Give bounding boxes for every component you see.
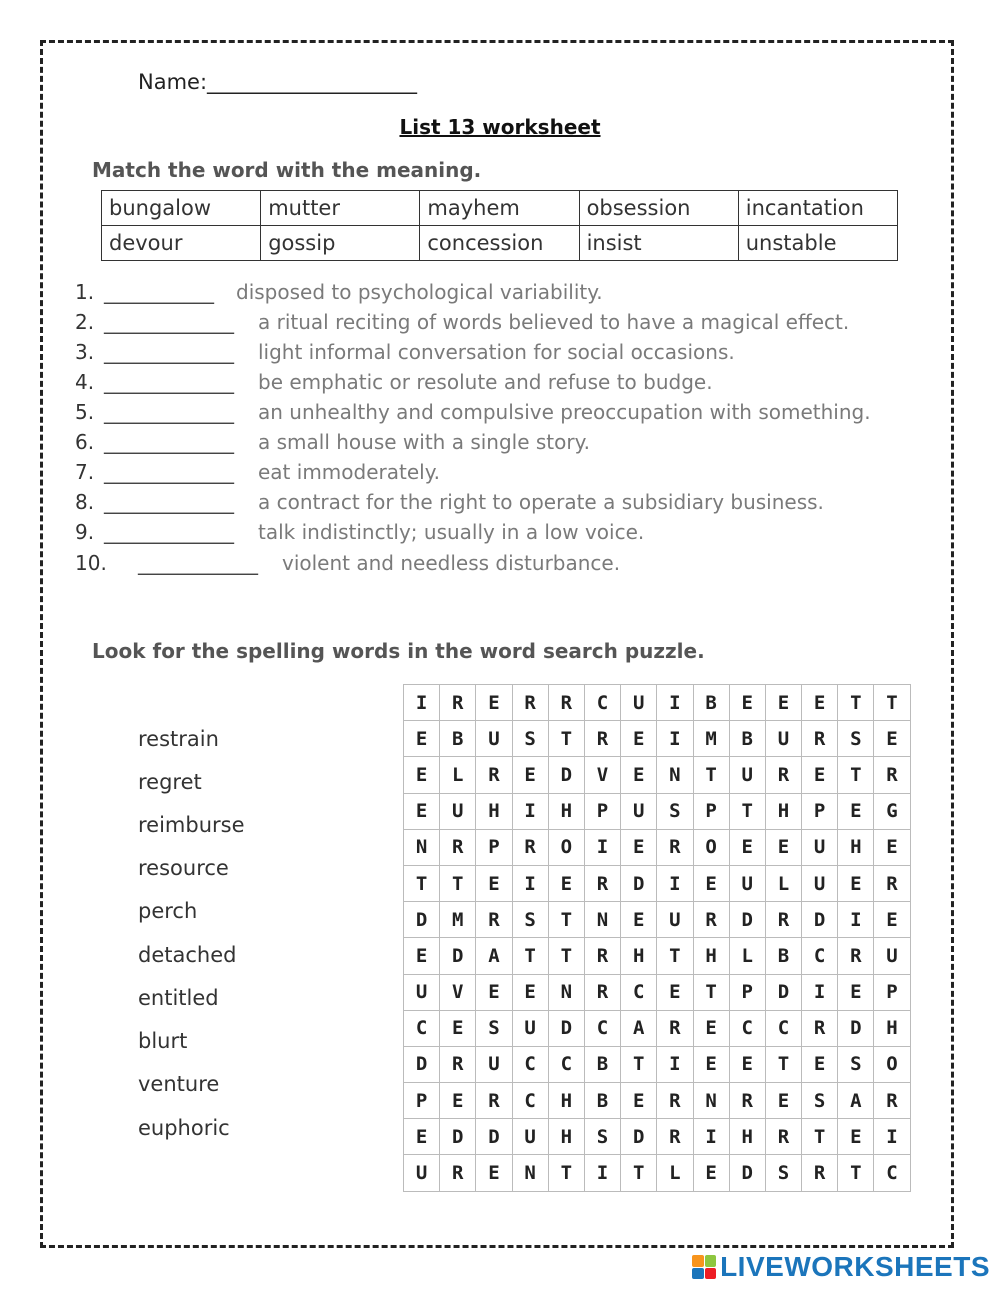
grid-letter-cell[interactable]: N [404, 830, 440, 866]
grid-letter-cell[interactable]: R [838, 938, 874, 974]
grid-letter-cell[interactable]: E [621, 830, 657, 866]
grid-letter-cell[interactable]: R [585, 975, 621, 1011]
grid-letter-cell[interactable]: S [476, 1011, 512, 1047]
grid-letter-cell[interactable]: H [874, 1011, 910, 1047]
grid-letter-cell[interactable]: T [694, 757, 730, 793]
grid-letter-cell[interactable]: S [838, 1047, 874, 1083]
grid-letter-cell[interactable]: R [874, 1083, 910, 1119]
grid-letter-cell[interactable]: E [766, 830, 802, 866]
definition-text: a ritual reciting of words believed to have a magical effect. [258, 310, 850, 334]
grid-letter-cell[interactable]: U [730, 866, 766, 902]
grid-letter-cell[interactable]: R [476, 757, 512, 793]
grid-letter-cell[interactable]: L [657, 1155, 693, 1191]
word-bank-cell: bungalow [102, 191, 261, 226]
grid-letter-cell[interactable]: V [585, 757, 621, 793]
grid-letter-cell[interactable]: S [513, 721, 549, 757]
answer-blank[interactable]: _____________ [104, 340, 234, 364]
grid-letter-cell[interactable]: R [766, 1119, 802, 1155]
grid-letter-cell[interactable]: U [476, 1047, 512, 1083]
grid-letter-cell[interactable]: T [694, 975, 730, 1011]
grid-letter-cell[interactable]: E [621, 721, 657, 757]
definition-number: 2. [75, 310, 95, 334]
grid-letter-cell[interactable]: P [802, 794, 838, 830]
grid-letter-cell[interactable]: T [549, 721, 585, 757]
grid-letter-cell[interactable]: C [404, 1011, 440, 1047]
word-bank-row [102, 191, 898, 226]
grid-letter-cell[interactable]: E [838, 866, 874, 902]
grid-letter-cell[interactable]: R [585, 938, 621, 974]
grid-letter-cell[interactable]: T [838, 1155, 874, 1191]
grid-letter-cell[interactable]: S [513, 902, 549, 938]
grid-letter-cell[interactable]: O [874, 1047, 910, 1083]
definition-text: eat immoderately. [258, 460, 441, 484]
grid-letter-cell[interactable]: R [730, 1083, 766, 1119]
grid-letter-cell[interactable]: L [730, 938, 766, 974]
spelling-word: blurt [138, 1029, 188, 1053]
grid-letter-cell[interactable]: E [404, 794, 440, 830]
grid-letter-cell[interactable]: E [874, 830, 910, 866]
grid-letter-cell[interactable]: C [621, 975, 657, 1011]
grid-letter-cell[interactable]: E [802, 757, 838, 793]
grid-letter-cell[interactable]: R [874, 866, 910, 902]
definition-text: an unhealthy and compulsive preoccupation with something. [258, 400, 871, 424]
grid-letter-cell[interactable]: D [440, 938, 476, 974]
grid-letter-cell[interactable]: R [513, 830, 549, 866]
grid-letter-cell[interactable]: D [549, 757, 585, 793]
grid-letter-cell[interactable]: R [802, 1155, 838, 1191]
grid-letter-cell[interactable]: D [730, 1155, 766, 1191]
grid-letter-cell[interactable]: I [657, 685, 693, 721]
grid-letter-cell[interactable]: I [694, 1119, 730, 1155]
grid-letter-cell[interactable]: P [585, 794, 621, 830]
grid-letter-cell[interactable]: N [657, 757, 693, 793]
grid-letter-cell[interactable]: S [766, 1155, 802, 1191]
grid-letter-cell[interactable]: E [404, 757, 440, 793]
grid-letter-cell[interactable]: L [766, 866, 802, 902]
grid-letter-cell[interactable]: E [838, 1119, 874, 1155]
word-bank-cell: mutter [261, 191, 420, 226]
grid-letter-cell[interactable]: G [874, 794, 910, 830]
grid-letter-cell[interactable]: E [874, 721, 910, 757]
grid-letter-cell[interactable]: D [621, 866, 657, 902]
answer-blank[interactable]: ___________ [104, 280, 214, 304]
grid-letter-cell[interactable]: E [838, 975, 874, 1011]
grid-letter-cell[interactable]: I [404, 685, 440, 721]
grid-letter-cell[interactable]: U [513, 1119, 549, 1155]
word-search-grid[interactable] [403, 684, 911, 1192]
grid-letter-cell[interactable]: H [766, 794, 802, 830]
grid-letter-cell[interactable]: R [874, 757, 910, 793]
grid-letter-cell[interactable]: I [585, 830, 621, 866]
grid-letter-cell[interactable]: I [513, 794, 549, 830]
grid-letter-cell[interactable]: E [476, 975, 512, 1011]
grid-letter-cell[interactable]: D [404, 1047, 440, 1083]
grid-letter-cell[interactable]: A [476, 938, 512, 974]
name-field-label: Name:____________________ [138, 70, 418, 94]
grid-letter-cell[interactable]: E [404, 721, 440, 757]
grid-letter-cell[interactable]: C [874, 1155, 910, 1191]
grid-letter-cell[interactable]: D [730, 902, 766, 938]
grid-letter-cell[interactable]: H [730, 1119, 766, 1155]
grid-letter-cell[interactable]: E [694, 1047, 730, 1083]
grid-letter-cell[interactable]: D [802, 902, 838, 938]
brand-text: LIVEWORKSHEETS [720, 1251, 990, 1282]
grid-letter-cell[interactable]: N [585, 902, 621, 938]
grid-letter-cell[interactable]: V [440, 975, 476, 1011]
grid-letter-cell[interactable]: R [440, 830, 476, 866]
grid-letter-cell[interactable]: C [513, 1047, 549, 1083]
grid-letter-cell[interactable]: U [440, 794, 476, 830]
grid-letter-cell[interactable]: B [694, 685, 730, 721]
definition-number: 7. [75, 460, 95, 484]
grid-letter-cell[interactable]: I [657, 721, 693, 757]
grid-letter-cell[interactable]: T [440, 866, 476, 902]
grid-letter-cell[interactable]: T [549, 938, 585, 974]
grid-letter-cell[interactable]: E [513, 757, 549, 793]
logo-square [692, 1255, 704, 1267]
grid-letter-cell[interactable]: N [694, 1083, 730, 1119]
grid-letter-cell[interactable]: B [766, 938, 802, 974]
grid-letter-cell[interactable]: R [766, 757, 802, 793]
spelling-word: entitled [138, 986, 219, 1010]
grid-letter-cell[interactable]: U [621, 685, 657, 721]
grid-letter-cell[interactable]: P [694, 794, 730, 830]
grid-letter-cell[interactable]: C [802, 938, 838, 974]
match-instruction: Match the word with the meaning. [92, 158, 482, 182]
definition-number: 5. [75, 400, 95, 424]
grid-letter-cell[interactable]: E [730, 830, 766, 866]
grid-letter-cell[interactable]: R [476, 902, 512, 938]
grid-letter-cell[interactable]: E [730, 1047, 766, 1083]
grid-letter-cell[interactable]: R [802, 1011, 838, 1047]
grid-letter-cell[interactable]: T [657, 938, 693, 974]
grid-letter-cell[interactable]: E [621, 757, 657, 793]
grid-letter-cell[interactable]: P [730, 975, 766, 1011]
grid-letter-cell[interactable]: O [549, 830, 585, 866]
grid-letter-cell[interactable]: C [585, 685, 621, 721]
grid-letter-cell[interactable]: D [549, 1011, 585, 1047]
grid-letter-cell[interactable]: E [513, 975, 549, 1011]
definition-number: 1. [75, 280, 95, 304]
grid-letter-cell[interactable]: R [585, 721, 621, 757]
grid-letter-cell[interactable]: E [657, 975, 693, 1011]
grid-letter-cell[interactable]: U [657, 902, 693, 938]
spelling-word: venture [138, 1072, 220, 1096]
grid-letter-cell[interactable]: U [874, 938, 910, 974]
grid-letter-cell[interactable]: S [585, 1119, 621, 1155]
spelling-word: perch [138, 899, 198, 923]
answer-blank[interactable]: _____________ [104, 520, 234, 544]
grid-letter-cell[interactable]: E [838, 794, 874, 830]
grid-letter-cell[interactable]: R [657, 830, 693, 866]
grid-letter-cell[interactable]: S [838, 721, 874, 757]
word-bank-cell: mayhem [420, 191, 579, 226]
logo-square [705, 1268, 717, 1280]
grid-letter-cell[interactable]: H [549, 1083, 585, 1119]
answer-blank[interactable]: _____________ [104, 460, 234, 484]
grid-letter-cell[interactable]: L [440, 757, 476, 793]
grid-letter-cell[interactable]: E [621, 1083, 657, 1119]
grid-letter-cell[interactable]: E [694, 1155, 730, 1191]
word-bank-cell: unstable [738, 226, 897, 261]
grid-letter-cell[interactable]: U [802, 830, 838, 866]
definition-number: 9. [75, 520, 95, 544]
grid-letter-cell[interactable]: T [730, 794, 766, 830]
grid-letter-cell[interactable]: D [766, 975, 802, 1011]
grid-letter-cell[interactable]: U [802, 866, 838, 902]
grid-letter-cell[interactable]: M [440, 902, 476, 938]
grid-letter-cell[interactable]: R [802, 721, 838, 757]
logo-square [705, 1255, 717, 1267]
grid-letter-cell[interactable]: C [766, 1011, 802, 1047]
logo-square [692, 1268, 704, 1280]
grid-letter-cell[interactable]: E [802, 1047, 838, 1083]
definition-text: a small house with a single story. [258, 430, 590, 454]
grid-letter-cell[interactable]: H [838, 830, 874, 866]
word-bank-cell: insist [579, 226, 738, 261]
answer-blank[interactable]: _____________ [104, 370, 234, 394]
grid-letter-cell[interactable]: R [585, 866, 621, 902]
word-bank-cell: concession [420, 226, 579, 261]
grid-letter-cell[interactable]: I [838, 902, 874, 938]
grid-letter-cell[interactable]: B [730, 721, 766, 757]
spelling-word: resource [138, 856, 229, 880]
grid-letter-cell[interactable]: T [874, 685, 910, 721]
grid-letter-cell[interactable]: T [404, 866, 440, 902]
word-bank-table [101, 190, 898, 261]
spelling-word: reimburse [138, 813, 245, 837]
grid-letter-cell[interactable]: U [404, 975, 440, 1011]
grid-letter-cell[interactable]: N [513, 1155, 549, 1191]
grid-letter-cell[interactable]: B [585, 1047, 621, 1083]
grid-letter-cell[interactable]: I [513, 866, 549, 902]
definition-number: 3. [75, 340, 95, 364]
grid-letter-cell[interactable]: C [585, 1011, 621, 1047]
grid-letter-cell[interactable]: I [657, 866, 693, 902]
definition-text: talk indistinctly; usually in a low voice. [258, 520, 645, 544]
grid-letter-cell[interactable]: A [838, 1083, 874, 1119]
spelling-word: detached [138, 943, 237, 967]
grid-letter-cell[interactable]: E [694, 1011, 730, 1047]
grid-letter-cell[interactable]: E [476, 866, 512, 902]
grid-letter-cell[interactable]: O [694, 830, 730, 866]
definition-text: disposed to psychological variability. [236, 280, 603, 304]
grid-letter-cell[interactable]: S [657, 794, 693, 830]
grid-letter-cell[interactable]: H [694, 938, 730, 974]
grid-letter-cell[interactable]: R [657, 1083, 693, 1119]
grid-letter-cell[interactable]: R [440, 685, 476, 721]
definition-text: violent and needless disturbance. [282, 551, 621, 575]
definition-text: a contract for the right to operate a subsidiary business. [258, 490, 824, 514]
word-bank-cell: obsession [579, 191, 738, 226]
word-bank-row [102, 226, 898, 261]
word-bank-cell: incantation [738, 191, 897, 226]
grid-letter-cell[interactable]: P [404, 1083, 440, 1119]
grid-letter-cell[interactable]: P [874, 975, 910, 1011]
grid-letter-cell[interactable]: D [621, 1119, 657, 1155]
grid-letter-cell[interactable]: U [730, 757, 766, 793]
grid-letter-cell[interactable]: D [476, 1119, 512, 1155]
grid-letter-cell[interactable]: B [440, 721, 476, 757]
grid-letter-cell[interactable]: T [549, 1155, 585, 1191]
grid-letter-cell[interactable]: E [766, 685, 802, 721]
grid-letter-cell[interactable]: U [476, 721, 512, 757]
wordsearch-instruction: Look for the spelling words in the word search puzzle. [92, 639, 705, 663]
grid-letter-cell[interactable]: U [766, 721, 802, 757]
grid-letter-cell[interactable]: U [621, 794, 657, 830]
grid-letter-cell[interactable]: T [549, 902, 585, 938]
grid-letter-cell[interactable]: E [694, 866, 730, 902]
grid-letter-cell[interactable]: H [476, 794, 512, 830]
grid-letter-cell[interactable]: A [621, 1011, 657, 1047]
definition-number: 10. [75, 551, 107, 575]
grid-letter-cell[interactable]: E [440, 1083, 476, 1119]
grid-letter-cell[interactable]: I [874, 1119, 910, 1155]
grid-letter-cell[interactable]: I [585, 1155, 621, 1191]
grid-letter-cell[interactable]: E [404, 938, 440, 974]
grid-letter-cell[interactable]: E [404, 1119, 440, 1155]
answer-blank[interactable]: _____________ [104, 430, 234, 454]
liveworksheets-logo-icon [692, 1255, 716, 1279]
grid-letter-cell[interactable]: T [621, 1155, 657, 1191]
word-bank-cell: gossip [261, 226, 420, 261]
grid-letter-cell[interactable]: E [476, 685, 512, 721]
grid-letter-cell[interactable]: T [838, 685, 874, 721]
spelling-word: euphoric [138, 1116, 230, 1140]
definition-number: 6. [75, 430, 95, 454]
grid-letter-cell[interactable]: U [513, 1011, 549, 1047]
spelling-word: regret [138, 770, 202, 794]
grid-letter-cell[interactable]: T [513, 938, 549, 974]
grid-letter-cell[interactable]: T [802, 1119, 838, 1155]
spelling-word: restrain [138, 727, 219, 751]
grid-letter-cell[interactable]: U [404, 1155, 440, 1191]
grid-letter-cell[interactable]: R [657, 1119, 693, 1155]
answer-blank[interactable]: _____________ [104, 310, 234, 334]
grid-letter-cell[interactable]: R [549, 685, 585, 721]
grid-letter-cell[interactable]: D [440, 1119, 476, 1155]
grid-letter-cell[interactable]: R [476, 1083, 512, 1119]
grid-letter-cell[interactable]: E [802, 685, 838, 721]
grid-letter-cell[interactable]: R [694, 902, 730, 938]
answer-blank[interactable]: ____________ [138, 551, 258, 575]
grid-letter-cell[interactable]: S [802, 1083, 838, 1119]
grid-letter-cell[interactable]: T [838, 757, 874, 793]
grid-letter-cell[interactable]: R [766, 902, 802, 938]
grid-letter-cell[interactable]: M [694, 721, 730, 757]
grid-letter-cell[interactable]: T [766, 1047, 802, 1083]
definition-text: be emphatic or resolute and refuse to budge. [258, 370, 713, 394]
grid-letter-cell[interactable]: E [730, 685, 766, 721]
definition-text: light informal conversation for social occasions. [258, 340, 735, 364]
answer-blank[interactable]: _____________ [104, 490, 234, 514]
grid-letter-cell[interactable]: P [476, 830, 512, 866]
grid-letter-cell[interactable]: H [549, 794, 585, 830]
grid-letter-cell[interactable]: I [802, 975, 838, 1011]
definition-number: 8. [75, 490, 95, 514]
grid-letter-cell[interactable]: I [657, 1047, 693, 1083]
grid-letter-cell[interactable]: E [621, 902, 657, 938]
grid-letter-cell[interactable]: D [404, 902, 440, 938]
grid-letter-cell[interactable]: D [838, 1011, 874, 1047]
grid-letter-cell[interactable]: E [476, 1155, 512, 1191]
grid-letter-cell[interactable]: E [440, 1011, 476, 1047]
grid-letter-cell[interactable]: R [440, 1155, 476, 1191]
grid-letter-cell[interactable]: E [766, 1083, 802, 1119]
grid-letter-cell[interactable]: E [874, 902, 910, 938]
liveworksheets-brand [692, 1251, 990, 1283]
grid-letter-cell[interactable]: R [440, 1047, 476, 1083]
grid-letter-cell[interactable]: T [621, 1047, 657, 1083]
grid-letter-cell[interactable]: C [513, 1083, 549, 1119]
grid-letter-cell[interactable]: R [657, 1011, 693, 1047]
grid-letter-cell[interactable]: B [585, 1083, 621, 1119]
grid-letter-cell[interactable]: H [549, 1119, 585, 1155]
grid-letter-cell[interactable]: H [621, 938, 657, 974]
grid-letter-cell[interactable]: C [730, 1011, 766, 1047]
page-title: List 13 worksheet [399, 115, 601, 139]
grid-letter-cell[interactable]: E [549, 866, 585, 902]
answer-blank[interactable]: _____________ [104, 400, 234, 424]
grid-letter-cell[interactable]: R [513, 685, 549, 721]
word-bank-cell: devour [102, 226, 261, 261]
grid-letter-cell[interactable]: C [549, 1047, 585, 1083]
grid-letter-cell[interactable]: N [549, 975, 585, 1011]
definition-number: 4. [75, 370, 95, 394]
